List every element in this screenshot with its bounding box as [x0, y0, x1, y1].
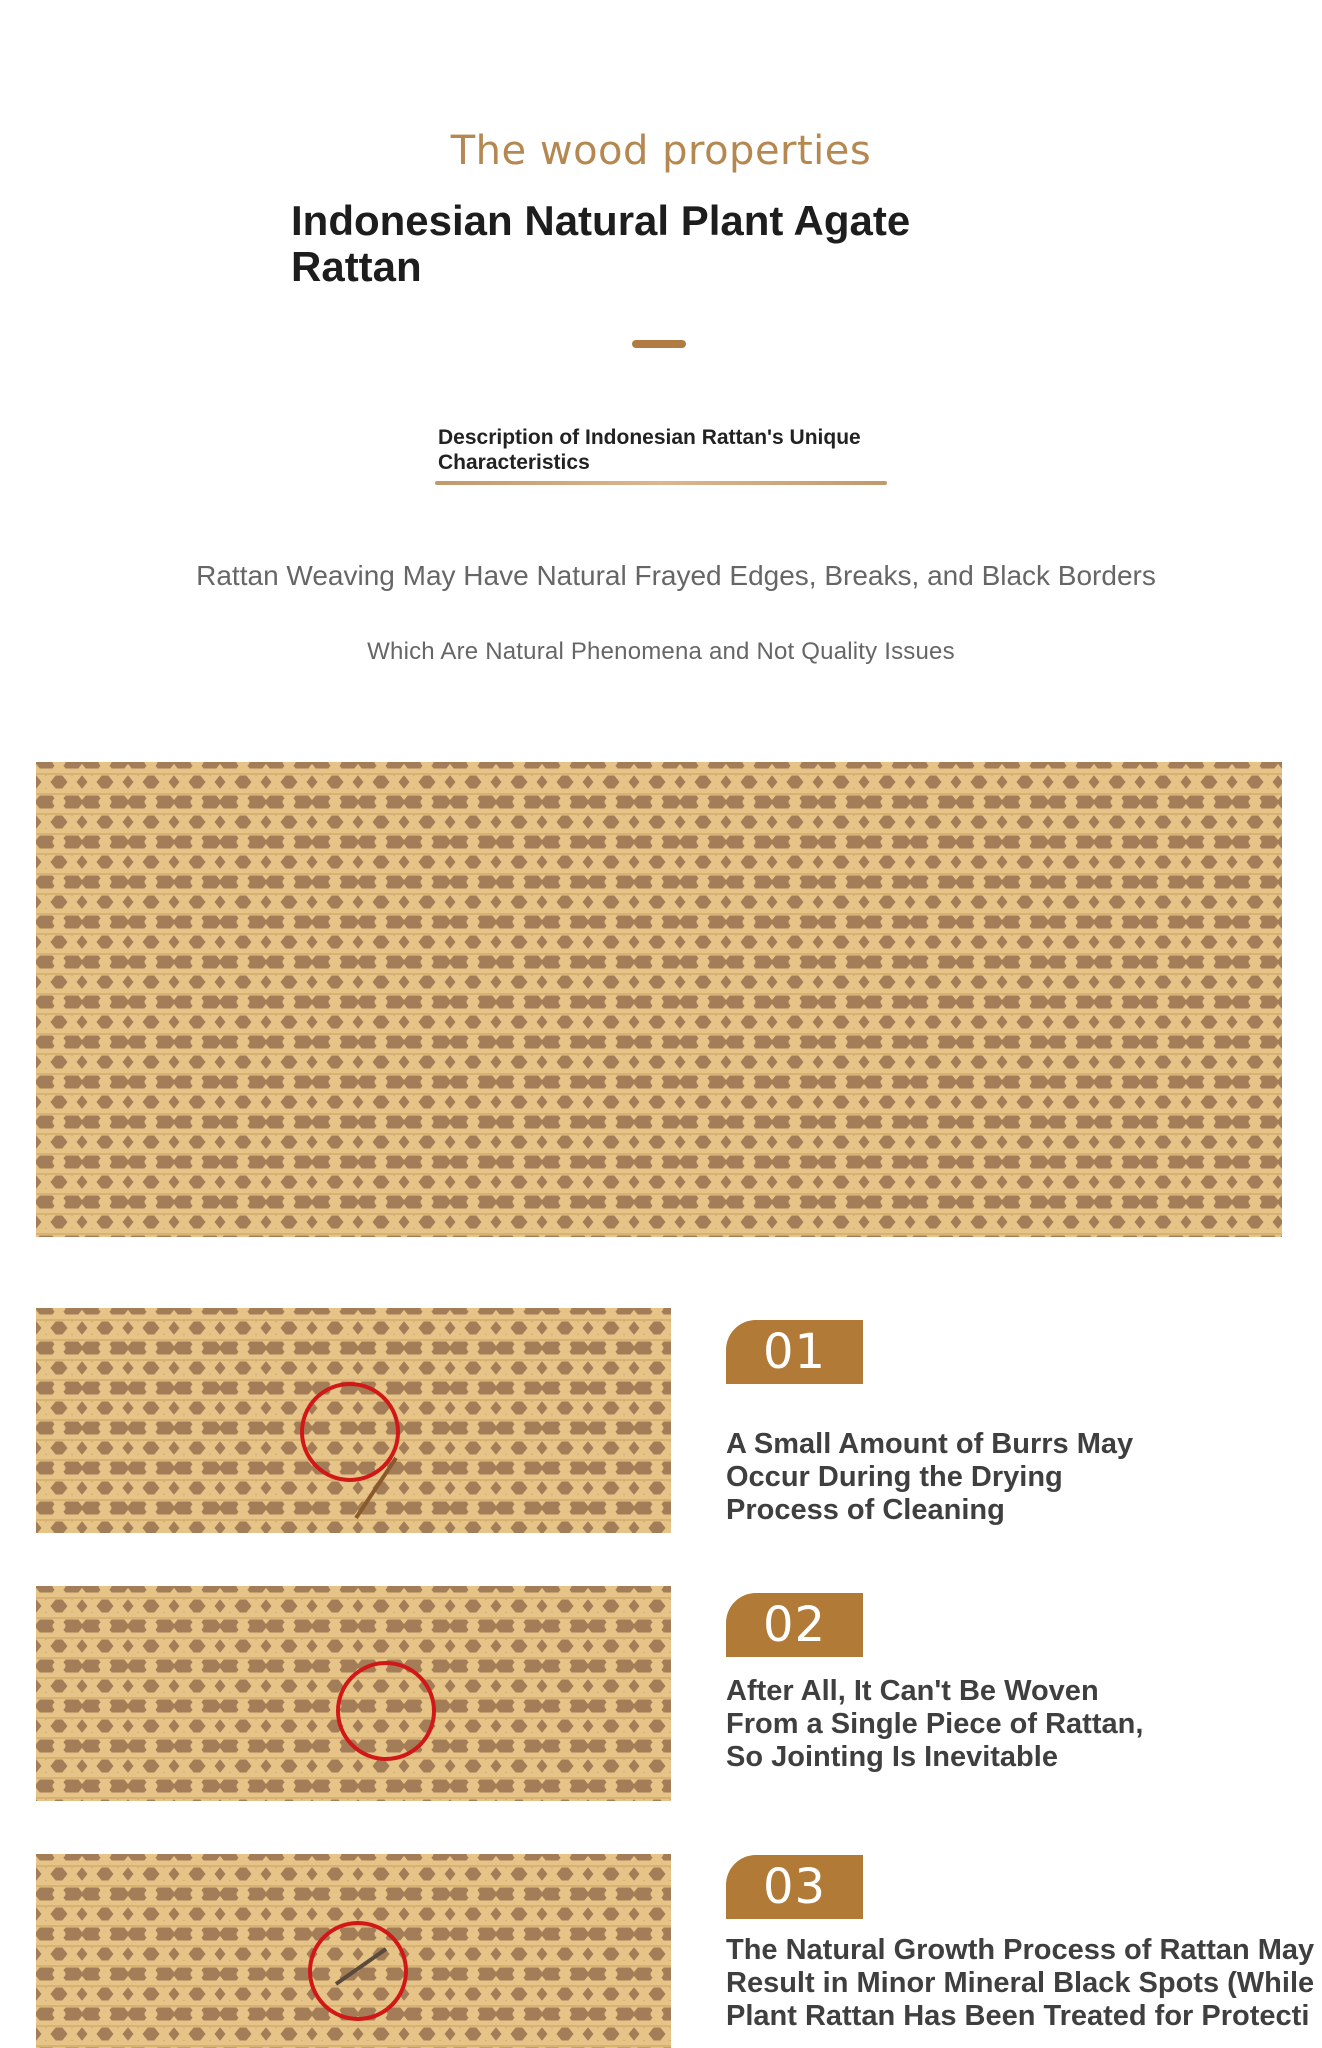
page-title: Indonesian Natural Plant Agate Rattan	[291, 197, 911, 290]
subheading-underline	[435, 481, 887, 485]
section-eyebrow: The wood properties	[450, 128, 872, 174]
point-text-02: After All, It Can't Be Woven From a Single Piece of Rattan, So Jointing Is Inevitable	[726, 1675, 1144, 1773]
notice-line-2: Which Are Natural Phenomena and Not Quality Issues	[367, 638, 955, 665]
point-text-03-line-3: Plant Rattan Has Been Treated for Protecti	[726, 2000, 1310, 2032]
point-text-03	[726, 1934, 1322, 2033]
spot-detail-image	[36, 1854, 671, 2048]
point-badge-03: 03	[726, 1855, 863, 1919]
point-text-03-line-2: Result in Minor Mineral Black Spots (While	[726, 1967, 1315, 1999]
title-divider	[632, 340, 686, 348]
point-text-03-line-1: The Natural Growth Process of Rattan May	[726, 1934, 1315, 1966]
joint-detail-image	[36, 1586, 671, 1801]
point-badge-01: 01	[726, 1320, 863, 1384]
rattan-hero-image	[36, 762, 1282, 1237]
subheading: Description of Indonesian Rattan's Unique Characteristics	[438, 426, 861, 474]
notice-line-1: Rattan Weaving May Have Natural Frayed Edges, Breaks, and Black Borders	[196, 560, 1156, 591]
burr-detail-image	[36, 1308, 671, 1533]
point-text-01: A Small Amount of Burrs May Occur During the Drying Process of Cleaning	[726, 1428, 1134, 1526]
point-badge-02: 02	[726, 1593, 863, 1657]
